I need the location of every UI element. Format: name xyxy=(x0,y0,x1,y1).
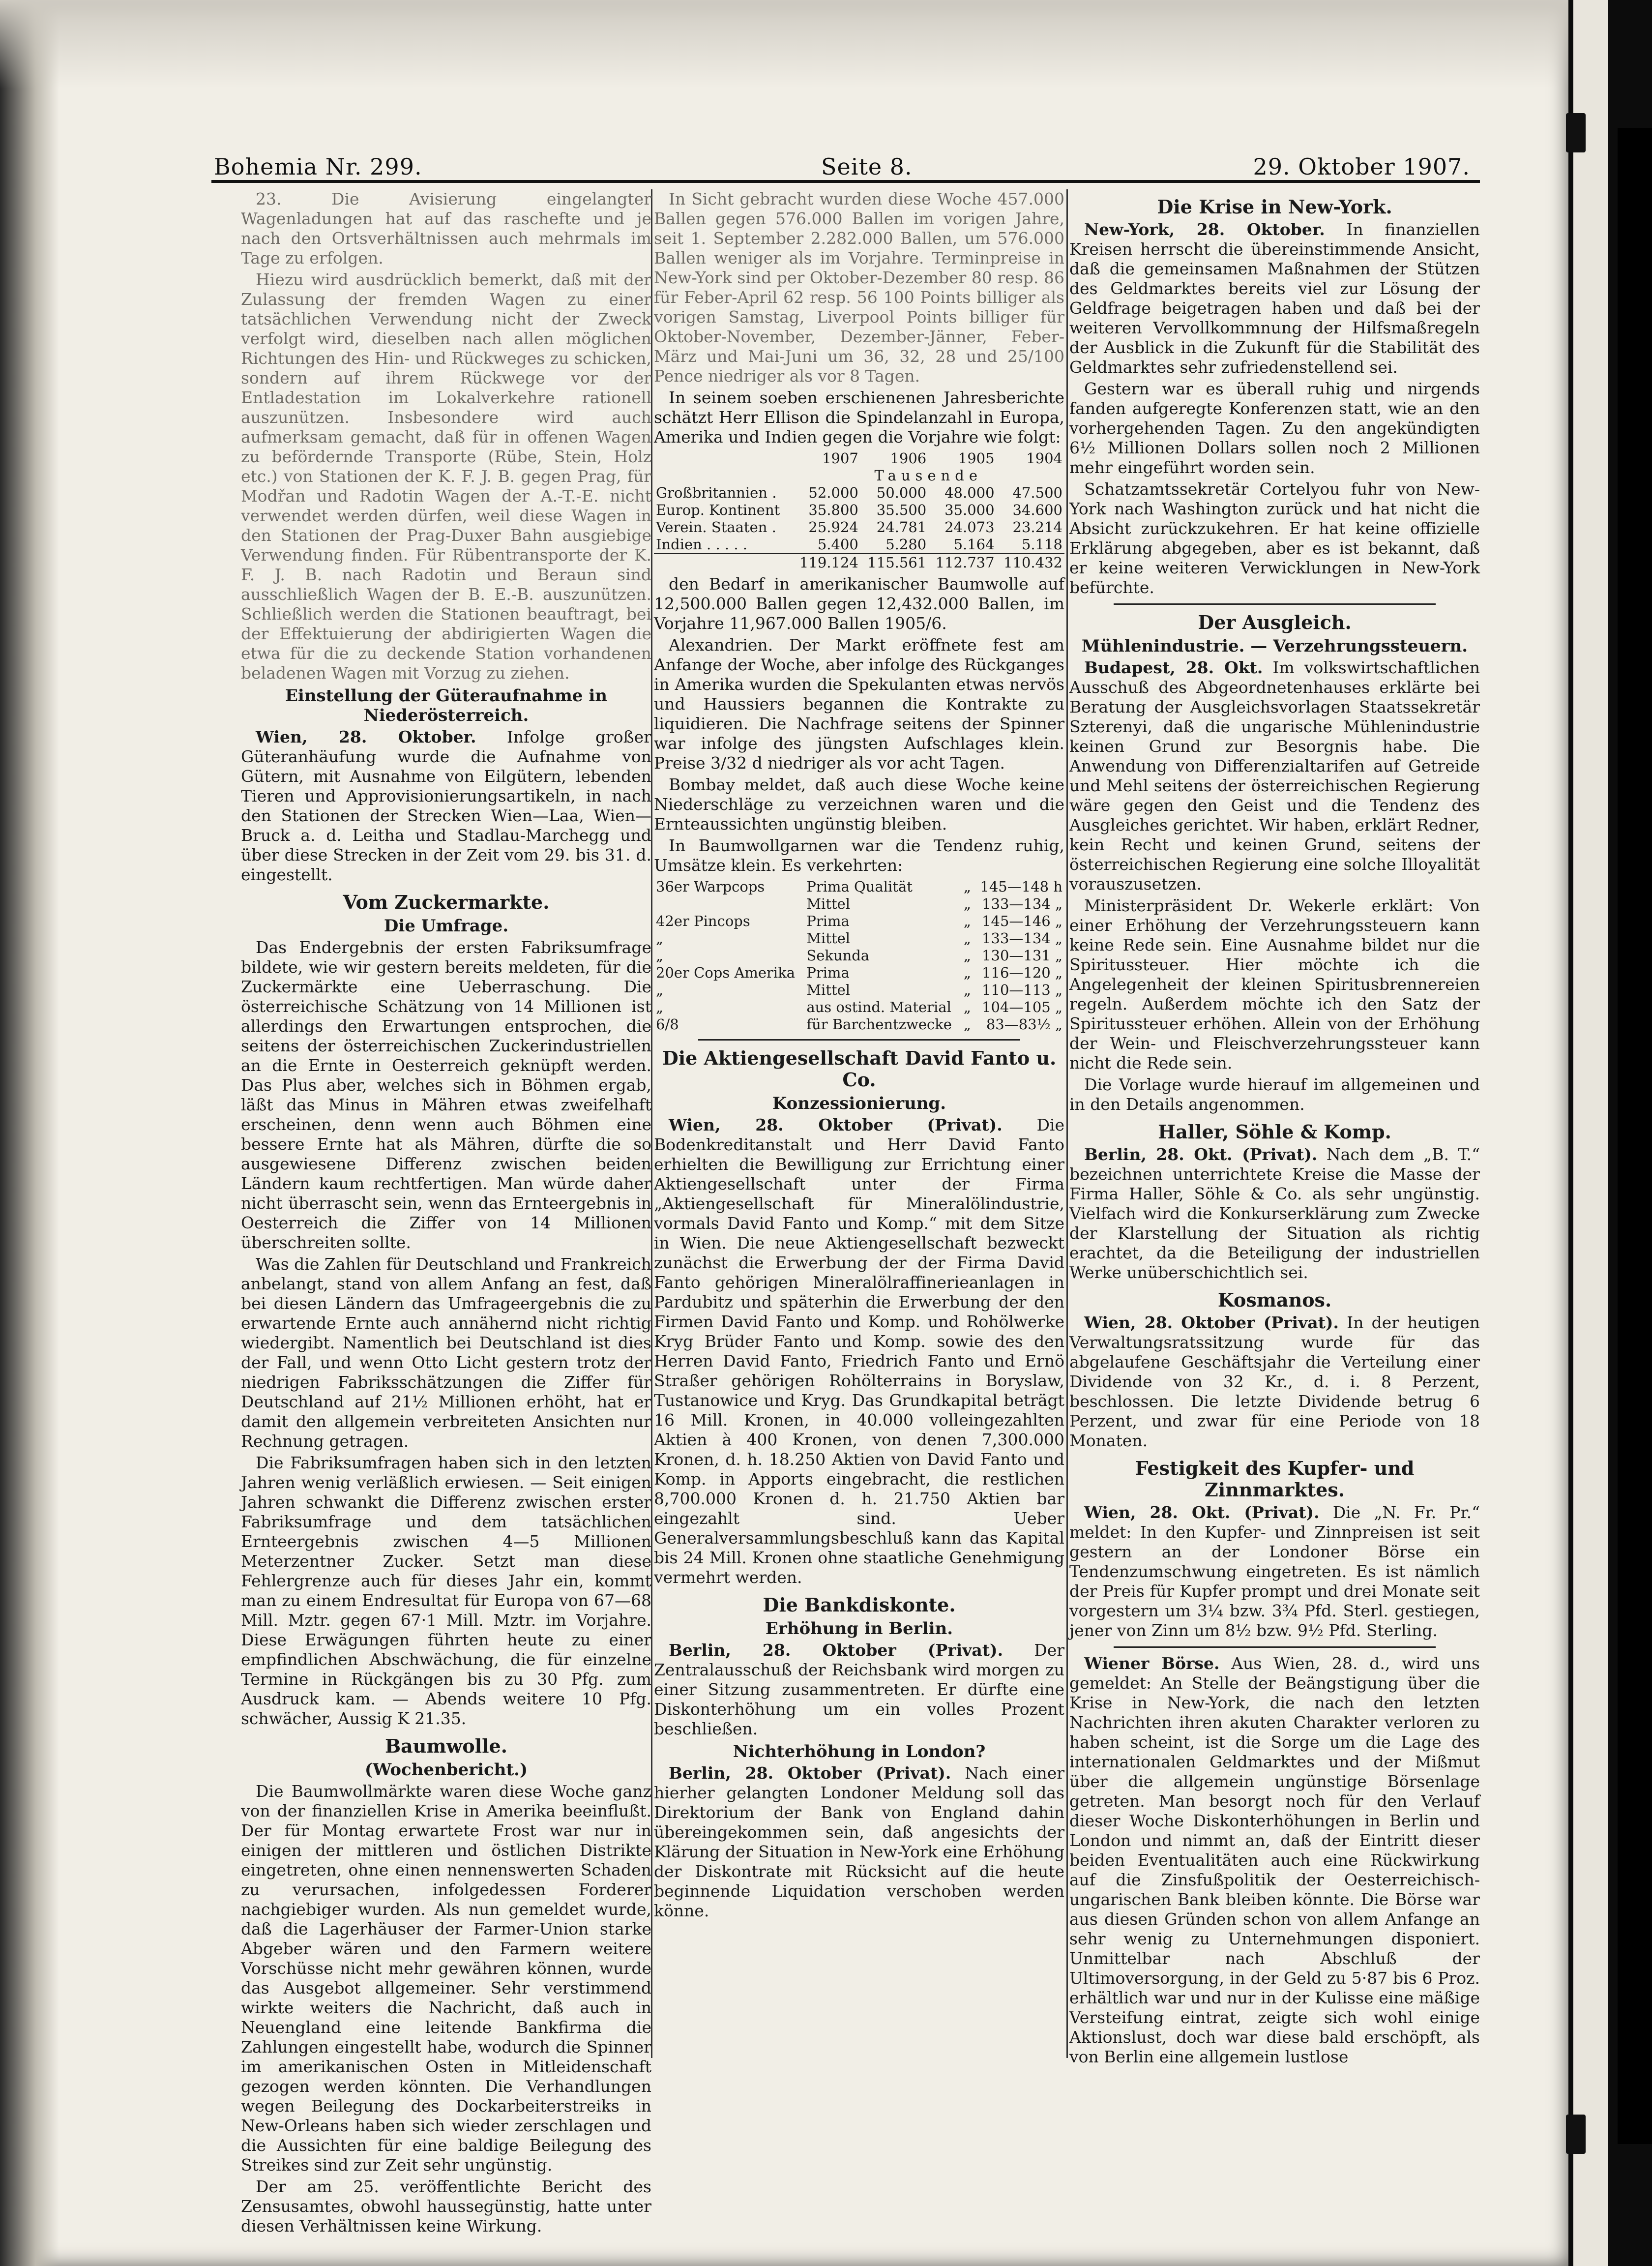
scan-border xyxy=(1618,128,1652,2144)
article-headline: Vom Zuckermarkte. xyxy=(343,891,550,913)
column-3 xyxy=(1069,189,1480,2068)
table-header: 1906 xyxy=(890,450,927,467)
table-row: 20er Cops Amerika Prima „ 116—120 „ xyxy=(656,964,1062,981)
article-paragraph xyxy=(241,727,651,885)
article-paragraph xyxy=(654,1640,1064,1739)
article-paragraph: In Sicht gebracht wurden diese Woche 457.000 Ballen gegen 576.000 Ballen im vorigen Jahre, seit 1. September 2.282.000 Ballen, um 576.000 Ballen weniger als im Vorjahre. Terminpreise in New-York sind per Oktober-Dezember 80 resp. 86 für Feber-April 62 resp. 56 100 Points billiger als vorigen Samstag, Liverpool Points billiger für Oktober-November, Dezember-Jänner, Feber-März und Mai-Juni um 36, 32, 28 und 25/100 Pence niedriger als vor 8 Tagen. xyxy=(654,189,1064,386)
dateline: Berlin, 28. Okt. (Privat). xyxy=(1084,1145,1318,1164)
article-subheadline: Nichterhöhung in London? xyxy=(733,1742,986,1761)
table-row: „ aus ostind. Material „ 104—105 „ xyxy=(656,999,1062,1015)
article-headline: Der Ausgleich. xyxy=(1198,611,1352,633)
article-paragraph: Ministerpräsident Dr. Wekerle erklärt: Von einer Erhöhung der Verzehrungssteuern kann keine Rede sein. Eine Ausnahme bildet nur die Spiritussteuer. Hier möchte ich die Angelegenheit der kleinen Spiritusbrennereien regeln. Außerdem möchte ich den Satz der Spiritussteuer erhöhen. Allein von der Erhöhung der Wein- und Fleischverzehrungssteuer kann nicht die Rede sein. xyxy=(1069,896,1480,1073)
article-paragraph xyxy=(1069,220,1480,377)
table-row: Mittel „ 133—134 „ xyxy=(806,895,1062,912)
binder-clip xyxy=(1566,2115,1586,2154)
dateline: Berlin, 28. Oktober (Privat). xyxy=(669,1763,951,1783)
article-text: Im volkswirtschaftlichen Ausschuß des Abgeordnetenhauses erklärte bei Beratung der Ausgleichsvorlagen Staatssekretär Szterenyi, daß die ungarische Mühlenindustrie keinen Grund zur Besorgnis habe. Die Anwendung von Differenzialtarifen auf Getreide und Mehl seitens der österreichischen Regierung wäre gegen den Geist und die Tendenz des Ausgleiches gerichtet. Wir haben, erklärt Redner, kein Recht und keinen Grund, seitens der österreichischen Regierung eine solche Illoyalität vorauszusetzen. xyxy=(1069,658,1480,894)
article-paragraph: Die Vorlage wurde hierauf im allgemeinen und in den Details angenommen. xyxy=(1069,1075,1480,1114)
article-paragraph: Bombay meldet, daß auch diese Woche keine Niederschläge zu verzeichnen waren und die Ernteaussichten ungünstig bleiben. xyxy=(654,775,1064,834)
article-paragraph: Gestern war es überall ruhig und nirgends fanden aufgeregte Konferenzen statt, wie an den vorhergehenden Tagen. Zu den angekündigten 6½ Millionen Dollars sollen noch 2 Millionen mehr eingeführt worden sein. xyxy=(1069,379,1480,477)
table-row: 42er Pincops Prima „ 145—146 „ xyxy=(656,913,1062,929)
table-row: Europ. Kontinent 35.800 35.500 35.000 34.600 xyxy=(656,502,1062,518)
article-subheadline: Erhöhung in Berlin. xyxy=(765,1619,953,1639)
dateline: Wien, 28. Oktober (Privat). xyxy=(1084,1313,1339,1332)
article-paragraph xyxy=(1069,1654,1480,2067)
table-header-row xyxy=(654,450,1064,467)
article-paragraph: Was die Zahlen für Deutschland und Frankreich anbelangt, stand von allem Anfang an fest, daß bei diesen Ländern das Umfrageergebnis die zu erwartende Ernte auch annähernd nicht richtig wiedergibt. Namentlich bei Deutschland ist dies der Fall, und wenn Otto Licht gestern trotz der niedrigen Fabriksschätzungen die Ziffer für Deutschland auf 21½ Millionen erhöht, hat er damit den allgemein verbreiteten Ansichten nur Rechnung getragen. xyxy=(241,1254,651,1451)
article-paragraph: den Bedarf in amerikanischer Baumwolle auf 12,500.000 Ballen gegen 12,432.000 Ballen, im Vorjahre 11,967.000 Ballen 1905/6. xyxy=(654,574,1064,633)
table-row: „ Mittel „ 110—113 „ xyxy=(656,982,1062,998)
top-shadow xyxy=(0,0,1568,89)
table-row: 6/8 für Barchentzwecke „ 83—83½ „ xyxy=(656,1016,1062,1033)
next-page-edge xyxy=(1573,0,1608,2266)
article-paragraph: In seinem soeben erschienenen Jahresberichte schätzt Herr Ellison die Spindelanzahl in Europa, Amerika und Indien gegen die Vorjahre wie folgt: xyxy=(654,388,1064,447)
article-headline: Die Krise in New-York. xyxy=(1157,196,1392,218)
table-unit-row xyxy=(654,467,1064,484)
article-text: Nach einer hierher gelangten Londoner Meldung soll das Direktorium der Bank von England dahin übereingekommen sein, daß angesichts der Klärung der Situation in New-York eine Erhöhung der Diskontrate mit Rücksicht auf die heute beginnende Liquidation verschoben werden könne. xyxy=(654,1763,1064,1920)
page-header xyxy=(74,153,1480,183)
article-headline: Die Aktiengesellschaft David Fanto u. Co. xyxy=(662,1047,1057,1091)
article-paragraph: Hiezu wird ausdrücklich bemerkt, daß mit der Zulassung der fremden Wagen zu einer tatsächlichen Verwendung nicht der Zweck verfolgt wird, dieselben nach allen möglichen Richtungen des Hin- und Rückweges zu schicken, sondern auf ihrem Rückwege vor der Entladestation im Lokalverkehre rationell auszunützen. Insbesondere wird auch aufmerksam gemacht, daß für in offenen Wagen zu befördernde Transporte (Rübe, Stein, Holz etc.) von Stationen der K. F. J. B. gegen Prag, für Modřan und Radotin Wagen der A.-T.-E. nicht verwendet werden dürfen, weil diese Wagen in den Stationen der Prag-Duxer Bahn ausgiebige Verwendung finden. Für Rübentransporte der K. F. J. B. nach Radotin und Beraun sind ausschließlich Wagen der B. E.-B. auszunützen. Schließlich werden die Stationen beauftragt, bei der Effektuierung der abdirigierten Wagen die etwa für die zu deckende Station vorhandenen beladenen Wagen mit Vorzug zu ziehen. xyxy=(241,270,651,683)
dateline: Wiener Börse. xyxy=(1084,1654,1220,1673)
column-divider xyxy=(1066,189,1068,2058)
header-rule xyxy=(211,180,1480,183)
table-header: 1904 xyxy=(1026,450,1062,467)
article-paragraph xyxy=(654,1763,1064,1921)
header-newspaper-issue: Bohemia Nr. 299. xyxy=(214,153,422,180)
article-headline: Die Bankdiskonte. xyxy=(763,1594,956,1616)
article-paragraph: Die Baumwollmärkte waren diese Woche ganz von der finanziellen Krise in Amerika beeinflußt. Der für Montag erwartete Frost war nur in einigen der mittleren und östlichen Distrikte eingetreten, ohne einen nennenswerten Schaden zu verursachen, infolgedessen Forderer nachgiebiger wurden. Als nun gemeldet wurde, daß die Lagerhäuser der Farmer-Union starke Abgeber wären und den Farmern weitere Vorschüsse nicht mehr gewähren können, wurde das Ausgebot allgemeiner. Sehr verstimmend wirkte weiters die Nachricht, daß auch in Neuengland eine leitende Bankfirma die Zahlungen eingestellt habe, wodurch die Spinner im amerikanischen Osten in Mitleidenschaft gezogen werden könnten. Die Verhandlungen wegen Beilegung des Dockarbeiterstreiks in New-Orleans haben sich wieder zerschlagen und die Aussichten für eine baldige Beilegung des Streikes sind zur Zeit sehr ungünstig. xyxy=(241,1782,651,2175)
dateline: Wien, 28. Oktober. xyxy=(256,727,476,746)
article-text: Die Bodenkreditanstalt und Herr David Fanto erhielten die Bewilligung zur Errichtung einer Aktiengesellschaft unter der Firma „Aktiengesellschaft für Mineralölindustrie, vormals David Fanto und Komp.“ mit dem Sitze in Wien. Die neue Aktiengesellschaft bezweckt zunächst die Erwerbung der der Firma David Fanto gehörigen Mineralölraffinerieanlagen in Pardubitz und späterhin die Erwerbung der den Firmen David Fanto und Komp. und Rohölwerke Kryg Brüder Fanto und Komp. sowie des den Herren David Fanto, Friedrich Fanto und Ernö Straßer gehörigen Rohölterrains in Boryslaw, Tustanowice und Kryg. Das Grundkapital beträgt 16 Mill. Kronen, in 40.000 volleingezahlten Aktien à 400 Kronen, von denen 7,300.000 Kronen, d. h. 18.250 Aktien von David Fanto und Komp. in Apports eingebracht, die restlichen 8,700.000 Kronen d. h. 21.750 Aktien bar eingezahlt sind. Ueber Generalversammlungsbeschluß kann das Kapital bis 24 Mill. Kronen ohne staatliche Genehmigung vermehrt werden. xyxy=(654,1115,1064,1587)
article-paragraph xyxy=(1069,1313,1480,1451)
article-headline: Festigkeit des Kupfer- und Zinnmarktes. xyxy=(1135,1457,1415,1501)
section-divider xyxy=(698,1039,1020,1041)
header-page-number: Seite 8. xyxy=(821,153,913,180)
table-row: Verein. Staaten . 25.924 24.781 24.073 23.214 xyxy=(656,519,1062,536)
dateline: Budapest, 28. Okt. xyxy=(1084,658,1263,677)
table-row: „ Mittel „ 133—134 „ xyxy=(656,930,1062,947)
article-paragraph: Alexandrien. Der Markt eröffnete fest am Anfange der Woche, aber infolge des Rückganges in Amerika wurden die Spekulanten etwas nervös und Haussiers begannen die Kontrakte zu liquidieren. Die Nachfrage seitens der Spinner war infolge des jüngsten Aufschlages klein. Preise 3/32 d niedriger als vor acht Tagen. xyxy=(654,635,1064,773)
table-row: Indien . . . . . 5.400 5.280 5.164 5.118 xyxy=(656,536,1062,553)
article-headline: Haller, Söhle & Komp. xyxy=(1158,1121,1391,1143)
article-text: Nach dem „B. T.“ bezeichnen unterrichtete Kreise die Masse der Firma Haller, Söhle & Co. als sehr ungünstig. Vielfach wird die Konkurserklärung zum Zwecke der Klarstellung der Situation als richtig erachtet, da die Beteiligung der industriellen Werke unüberschichtlich sei. xyxy=(1069,1145,1480,1282)
article-paragraph xyxy=(1069,658,1480,894)
section-divider xyxy=(1114,603,1436,605)
dateline: Wien, 28. Okt. (Privat). xyxy=(1084,1503,1320,1522)
table-total-row: 119.124 115.561 112.737 110.432 xyxy=(654,554,1064,571)
table-row: „ Sekunda „ 130—131 „ xyxy=(656,947,1062,964)
article-paragraph: 23. Die Avisierung eingelangter Wagenladungen hat auf das raschefte und je nach den Ortsverhältnissen auch mehrmals im Tage zu erfolgen. xyxy=(241,189,651,268)
binding-shadow xyxy=(0,0,59,2266)
dateline: Wien, 28. Oktober (Privat). xyxy=(669,1115,1003,1134)
article-paragraph xyxy=(1069,1145,1480,1282)
column-2 xyxy=(654,189,1064,2068)
spindle-table xyxy=(654,450,1064,571)
article-text: Der Zentralausschuß der Reichsbank wird morgen zu einer Sitzung zusammentreten. Er dürfte eine Diskonterhöhung um ein volles Prozent beschließen. xyxy=(654,1640,1064,1738)
table-header: 1907 xyxy=(822,450,858,467)
article-paragraph: In Baumwollgarnen war die Tendenz ruhig, Umsätze klein. Es verkehrten: xyxy=(654,836,1064,875)
article-subheadline: (Wochenbericht.) xyxy=(364,1760,528,1780)
table-row: Großbritannien . 52.000 50.000 48.000 47.500 xyxy=(656,484,1062,501)
article-paragraph xyxy=(654,1115,1064,1587)
section-divider xyxy=(1114,1646,1436,1648)
article-paragraph: Die Fabriksumfragen haben sich in den letzten Jahren wenig verläßlich erwiesen. — Seit einigen Jahren schwankt die Differenz zwischen erster Fabriksumfrage und dem tatsächlichen Ernteergebnis zwischen 4—5 Millionen Meterzentner Zucker. Setzt man diese Fehlergrenze auch für dieses Jahr ein, kommt man zu einem Endresultat für Europa von 67—68 Mill. Mztr. gegen 67·1 Mill. Mztr. im Vorjahre. Diese Erwägungen führten heute zu einer empfindlichen Abschwächung, die für einzelne Termine in Rückgängen bis zu 30 Pfg. zum Ausdruck kam. — Abends weitere 10 Pfg. schwächer, Aussig K 21.35. xyxy=(241,1453,651,1728)
article-paragraph xyxy=(1069,1503,1480,1640)
yarn-prices-table xyxy=(654,878,1064,1033)
article-paragraph: Schatzamtssekretär Cortelyou fuhr von New-York nach Washington zurück und hat nicht die Absicht zurückzukehren. Er hat keine offizielle Erklärung abgegeben, aber es ist bekannt, daß er keine weiteren Verwicklungen in New-York befürchte. xyxy=(1069,479,1480,597)
article-text: Infolge großer Güteranhäufung wurde die Aufnahme von Gütern, mit Ausnahme von Eilgütern, lebenden Tieren und Approvisionierungsartikeln, in nach den Stationen der Strecken Wien—Laa, Wien—Bruck a. d. Leitha und Stadlau-Marchegg und über diese Strecken in der Zeit vom 29. bis 31. d. eingestellt. xyxy=(241,727,651,884)
article-paragraph: Das Endergebnis der ersten Fabriksumfrage bildete, wie wir gestern bereits meldeten, für die Zuckermärkte eine Ueberraschung. Die österreichische Schätzung von 14 Millionen ist allerdings den Erwartungen entsprochen, die seitens der österreichischen Zuckerindustriellen an die Ernte in Oesterreich geknüpft werden. Das Plus aber, welches sich in Böhmen ergab, läßt das Minus in Mähren etwas zweifelhaft erscheinen, denn wenn auch Böhmen eine bessere Ernte hat als Mähren, dürfte die so ausgewiesene Differenz zwischen beiden Ländern kaum rechtfertigen. Man würde daher nicht überrascht sein, wenn das Ernteergebnis in Oesterreich die Ziffer von 14 Millionen überschreiten sollte. xyxy=(241,938,651,1252)
column-1 xyxy=(241,189,651,2236)
binder-clip xyxy=(1566,113,1586,152)
article-subheadline: Die Umfrage. xyxy=(384,916,509,936)
article-subheadline: Mühlenindustrie. — Verzehrungssteuern. xyxy=(1081,636,1468,656)
table-unit: Tausende xyxy=(874,467,983,484)
article-headline: Kosmanos. xyxy=(1217,1289,1332,1311)
article-subheadline: Konzessionierung. xyxy=(772,1094,946,1113)
table-row: 36er Warpcops Prima Qualität „ 145—148 h xyxy=(656,878,1062,895)
article-headline: Einstellung der Güteraufnahme in Niederösterreich. xyxy=(285,686,607,725)
header-date: 29. Oktober 1907. xyxy=(1253,153,1470,180)
article-headline: Baumwolle. xyxy=(385,1735,507,1757)
table-header: 1905 xyxy=(958,450,995,467)
article-text: Aus Wien, 28. d., wird uns gemeldet: An Stelle der Beängstigung über die Krise in New-York, die nach den letzten Nachrichten ihren akuten Charakter verloren zu haben scheint, ist die Sorge um die Lage des internationalen Geldmarktes und der Mißmut über die allgemein ungünstige Börsenlage getreten. Man besorgt noch für den Verlauf dieser Woche Diskonterhöhungen in Berlin und London und nimmt an, daß der Eintritt dieser beiden Eventualitäten auch eine Rückwirkung auf die Zinsfußpolitik der Oesterreichisch-ungarischen Bank bleiben könnte. Die Börse war aus diesen Gründen schon von allem Anfange an sehr wenig zu Unternehmungen disponiert. Unmittelbar nach Abschluß der Ultimoversorgung, in der Geld zu 5·87 bis 6 Proz. erhältlich war und nur in der Kulisse eine mäßige Versteifung eintrat, zeigte sich wohl einige Aktionslust, doch war diese bald erschöpft, als von Berlin eine allgemein lustlose xyxy=(1069,1654,1480,2066)
dateline: Berlin, 28. Oktober (Privat). xyxy=(669,1640,1003,1660)
article-text: In der heutigen Verwaltungsratssitzung wurde für das abgelaufene Geschäftsjahr die Verteilung einer Dividende von 32 Kr., d. i. 8 Perzent, beschlossen. Die letzte Dividende betrug 6 Perzent, und zwar für eine Periode von 18 Monaten. xyxy=(1069,1313,1480,1450)
dateline: New-York, 28. Oktober. xyxy=(1084,220,1325,239)
article-paragraph: Der am 25. veröffentlichte Bericht des Zensusamtes, obwohl haussegünstig, hatte unter diesen Verhältnissen keine Wirkung. xyxy=(241,2177,651,2236)
article-text: In finanziellen Kreisen herrscht die übereinstimmende Ansicht, daß die gemeinsamen Maßnahmen der Stützen des Geldmarktes bereits viel zur Lösung der Geldfrage beigetragen haben und daß bei der weiteren Vervollkommnung der Hilfsmaßregeln der Ausblick in die Zukunft für die Stabilität des Geldmarktes sehr zufriedenstellend sei. xyxy=(1069,220,1480,377)
article-text: Die „N. Fr. Pr.“ meldet: In den Kupfer- und Zinnpreisen ist seit gestern an der Londoner Börse ein Tendenzumschwung eingetreten. Es ist nämlich der Preis für Kupfer prompt und drei Monate seit vorgestern um 3¼ bzw. 3¾ Pfd. Sterl. gestiegen, jener von Zinn um 8½ bzw. 9½ Pfd. Sterling. xyxy=(1069,1503,1480,1640)
